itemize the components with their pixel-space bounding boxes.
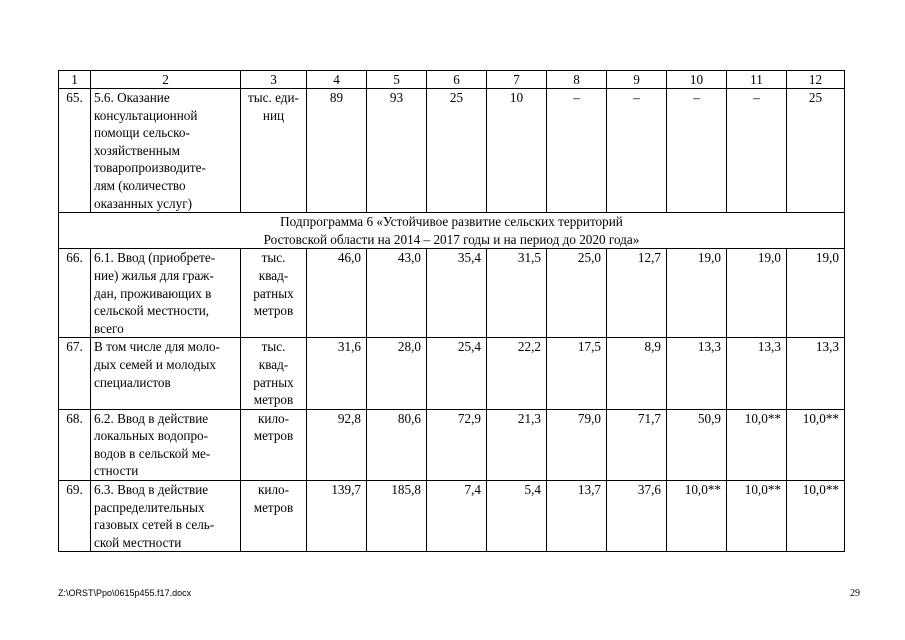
subprogram-row [59, 213, 845, 249]
column-header: 1 [59, 71, 91, 89]
value-cell: 25 [787, 89, 845, 213]
value-cell: 25,4 [427, 338, 487, 409]
value-cell: 19,0 [727, 249, 787, 338]
value-cell: 22,2 [487, 338, 547, 409]
value-cell: 92,8 [307, 409, 367, 480]
value-cell: 50,9 [667, 409, 727, 480]
value-cell: 17,5 [547, 338, 607, 409]
value-cell: 31,6 [307, 338, 367, 409]
unit-cell [241, 338, 307, 409]
value-cell: – [547, 89, 607, 213]
label-line: товаропроизводите- [94, 160, 206, 176]
unit-line: тыс. [261, 250, 286, 266]
unit-line: метров [253, 303, 294, 319]
table-row-69 [59, 481, 845, 552]
label-line: 6.2. Ввод в действие [94, 410, 209, 426]
value-cell: – [607, 89, 667, 213]
label-line: стности [94, 463, 139, 479]
label-line: хозяйственным [94, 142, 180, 158]
label-line: оказанных услуг) [94, 195, 193, 211]
unit-line: кило- [257, 410, 290, 426]
column-header: 3 [241, 71, 307, 89]
column-header: 12 [787, 71, 845, 89]
unit-cell [241, 249, 307, 338]
unit-line: кило- [257, 482, 290, 498]
unit-cell [241, 409, 307, 480]
unit-line: квад- [258, 356, 289, 372]
indicator-table [58, 70, 845, 552]
value-cell: 80,6 [367, 409, 427, 480]
value-cell: 28,0 [367, 338, 427, 409]
row-number: 69. [59, 481, 91, 552]
label-line: специалистов [94, 374, 171, 390]
column-header: 9 [607, 71, 667, 89]
unit-line: метров [253, 392, 294, 408]
value-cell: 10,0** [787, 409, 845, 480]
value-cell: 13,7 [547, 481, 607, 552]
value-cell: 43,0 [367, 249, 427, 338]
unit-cell [241, 89, 307, 213]
label-line: 5.6. Оказание [94, 90, 170, 105]
column-header: 6 [427, 71, 487, 89]
column-header: 10 [667, 71, 727, 89]
unit-line: ниц [262, 107, 285, 123]
label-line: ние) жилья для граж- [94, 267, 214, 283]
label-line: помощи сельско- [94, 125, 190, 141]
label-line: дых семей и молодых [94, 356, 216, 372]
value-cell: 72,9 [427, 409, 487, 480]
value-cell: 12,7 [607, 249, 667, 338]
value-cell: 79,0 [547, 409, 607, 480]
table-row-68 [59, 409, 845, 480]
value-cell: 10,0** [727, 409, 787, 480]
table-row-65 [59, 89, 845, 213]
label-line: дан, проживающих в [94, 285, 212, 301]
value-cell: 10,0** [787, 481, 845, 552]
value-cell: 10 [487, 89, 547, 213]
value-cell: 25 [427, 89, 487, 213]
row-number: 67. [59, 338, 91, 409]
value-cell: 185,8 [367, 481, 427, 552]
column-header: 8 [547, 71, 607, 89]
value-cell: 35,4 [427, 249, 487, 338]
subprogram-line: Подпрограмма 6 «Устойчивое развитие сельских территорий [280, 214, 623, 230]
value-cell: 37,6 [607, 481, 667, 552]
value-cell: 7,4 [427, 481, 487, 552]
value-cell: 139,7 [307, 481, 367, 552]
column-header: 5 [367, 71, 427, 89]
unit-line: тыс. [261, 339, 286, 355]
label-line: газовых сетей в сель- [94, 517, 215, 533]
column-header: 2 [91, 71, 241, 89]
column-header: 11 [727, 71, 787, 89]
row-number: 66. [59, 249, 91, 338]
subprogram-title [59, 213, 845, 249]
label-line: 6.1. Ввод (приобрете- [94, 250, 216, 266]
value-cell: 19,0 [787, 249, 845, 338]
value-cell: 25,0 [547, 249, 607, 338]
value-cell: 8,9 [607, 338, 667, 409]
label-line: сельской местности, [94, 303, 210, 319]
unit-line: ратных [253, 285, 294, 301]
value-cell: 31,5 [487, 249, 547, 338]
value-cell: 46,0 [307, 249, 367, 338]
label-line: всего [94, 320, 124, 336]
label-line: распределительных [94, 499, 205, 515]
value-cell: 13,3 [667, 338, 727, 409]
label-line: водов в сельской ме- [94, 445, 211, 461]
unit-line: квад- [258, 267, 289, 283]
indicator-label [91, 409, 241, 480]
unit-line: ратных [253, 374, 294, 390]
unit-cell [241, 481, 307, 552]
value-cell: 13,3 [727, 338, 787, 409]
column-header: 7 [487, 71, 547, 89]
unit-line: тыс. еди- [248, 90, 299, 105]
value-cell: 5,4 [487, 481, 547, 552]
value-cell: 21,3 [487, 409, 547, 480]
value-cell: 19,0 [667, 249, 727, 338]
label-line: консультационной [94, 107, 198, 123]
value-cell: 10,0** [727, 481, 787, 552]
table-row-66 [59, 249, 845, 338]
value-cell: – [667, 89, 727, 213]
label-line: ской местности [94, 534, 182, 550]
table-row-67 [59, 338, 845, 409]
table-header-row [59, 71, 845, 89]
label-line: 6.3. Ввод в действие [94, 482, 209, 498]
row-number: 68. [59, 409, 91, 480]
value-cell: – [727, 89, 787, 213]
label-line: локальных водопро- [94, 428, 209, 444]
column-header: 4 [307, 71, 367, 89]
indicator-label [91, 338, 241, 409]
label-line: В том числе для моло- [94, 339, 220, 355]
value-cell: 93 [367, 89, 427, 213]
value-cell: 89 [307, 89, 367, 213]
value-cell: 13,3 [787, 338, 845, 409]
footer-page-number: 29 [850, 588, 860, 599]
label-line: лям (количество [94, 177, 186, 193]
unit-line: метров [253, 499, 294, 515]
unit-line: метров [253, 428, 294, 444]
indicator-label [91, 249, 241, 338]
subprogram-line: Ростовской области на 2014 – 2017 годы и на период до 2020 года» [263, 231, 640, 247]
indicator-label [91, 89, 241, 213]
indicator-label [91, 481, 241, 552]
row-number: 65. [59, 89, 91, 213]
value-cell: 10,0** [667, 481, 727, 552]
value-cell: 71,7 [607, 409, 667, 480]
footer-file-path: Z:\ORST\Ppo\0615p455.f17.docx [58, 588, 192, 598]
